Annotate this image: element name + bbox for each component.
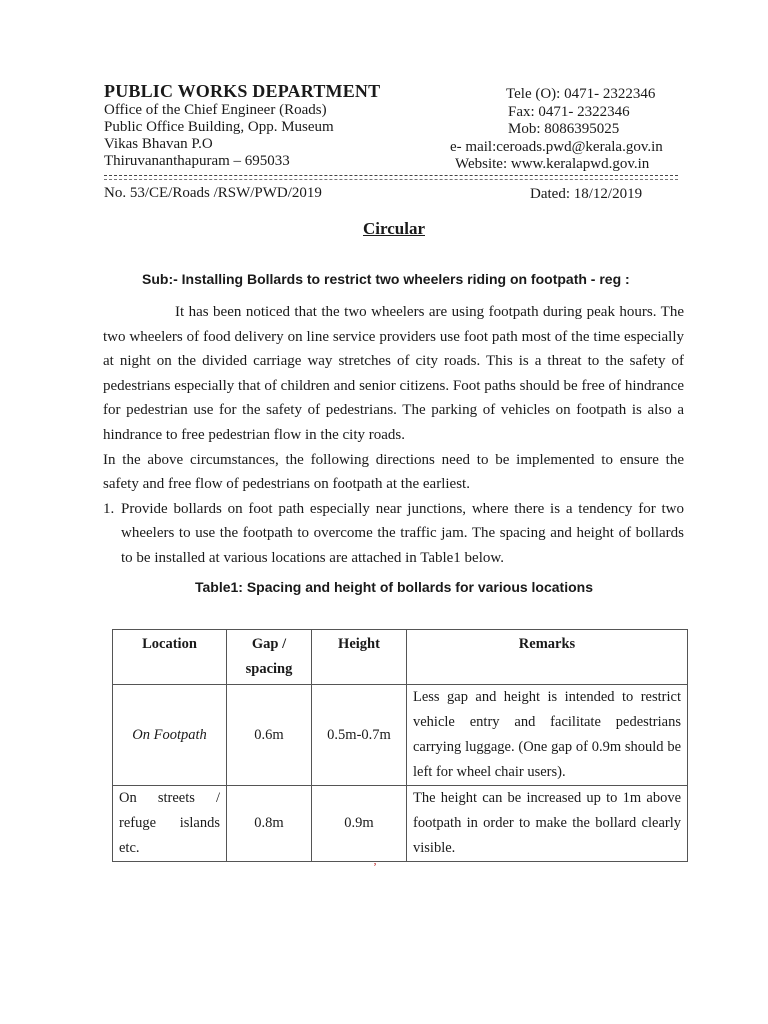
table-caption: Table1: Spacing and height of bollards for various locations: [194, 579, 593, 595]
office-address-block: [104, 80, 464, 170]
circular-body: [103, 300, 684, 571]
table-row: [113, 786, 688, 862]
table-row: [113, 685, 688, 786]
contact-block: [450, 86, 700, 174]
table-header-row: [113, 630, 688, 685]
cell-remarks: The height can be increased up to 1m above footpath in order to make the bollard clearly visible.: [407, 786, 688, 862]
header-remarks: Remarks: [407, 630, 688, 685]
department-name: PUBLIC WORKS DEPARTMENT: [104, 81, 381, 101]
cell-height: 0.5m-0.7m: [312, 685, 407, 786]
direction-number: 1.: [103, 500, 115, 517]
header-divider-2: [104, 179, 678, 180]
telephone: Tele (O): 0471- 2322346: [506, 86, 656, 102]
address-line-2: Public Office Building, Opp. Museum: [104, 119, 334, 135]
cell-gap: 0.6m: [227, 685, 312, 786]
email: e- mail:ceroads.pwd@kerala.gov.in: [450, 138, 663, 155]
cell-location: On streets / refuge islands etc.: [113, 786, 227, 862]
cell-location: On Footpath: [113, 685, 227, 786]
address-line-1: Office of the Chief Engineer (Roads): [104, 102, 327, 118]
header-divider: [104, 175, 678, 176]
document-title: Circular: [362, 219, 425, 238]
paragraph-1: It has been noticed that the two wheelers are using footpath during peak hours. The two wheelers of food delivery on line service providers use foot path most of the time especially at night on the divided carriage way stretches of city roads. This is a threat to the safety of pedestrians especially that of children and senior citizens. Foot paths should be free of hindrance for pedestrian use for the safety of pedestrians. The parking of vehicles on footpath is also a hindrance to free pedestrian flow in the city roads.: [103, 304, 684, 443]
paragraph-2: In the above circumstances, the following directions need to be implemented to ensure the safety and free flow of pedestrians on footpath at the earliest.: [103, 451, 684, 493]
header-height: Height: [312, 630, 407, 685]
bollard-spacing-table: [112, 629, 688, 862]
header-location: Location: [113, 630, 227, 685]
mobile: Mob: 8086395025: [508, 121, 620, 137]
direction-text: Provide bollards on foot path especially near junctions, where there is a tendency for two wheelers to use the footpath to overcome the traffic jam. The spacing and height of bollards to be installed at various locations are attached in Table1 below.: [121, 500, 684, 566]
cell-height: 0.9m: [312, 786, 407, 862]
date: Dated: 18/12/2019: [530, 186, 643, 202]
cell-gap: 0.8m: [227, 786, 312, 862]
website: Website: www.keralapwd.gov.in: [455, 156, 650, 172]
pen-mark: ʼ: [373, 860, 377, 874]
direction-item: [103, 497, 684, 571]
reference-number: No. 53/CE/Roads /RSW/PWD/2019: [104, 185, 322, 201]
address-line-4: Thiruvananthapuram – 695033: [104, 153, 290, 169]
address-line-3: Vikas Bhavan P.O: [104, 136, 213, 152]
cell-remarks: Less gap and height is intended to restrict vehicle entry and facilitate pedestrians carrying luggage. (One gap of 0.9m should be left for wheel chair users).: [407, 685, 688, 786]
subject-line: Sub:- Installing Bollards to restrict two wheelers riding on footpath - reg :: [142, 271, 630, 287]
directions-list: [103, 497, 684, 571]
fax: Fax: 0471- 2322346: [508, 103, 630, 120]
header-gap: Gap / spacing: [227, 630, 312, 685]
